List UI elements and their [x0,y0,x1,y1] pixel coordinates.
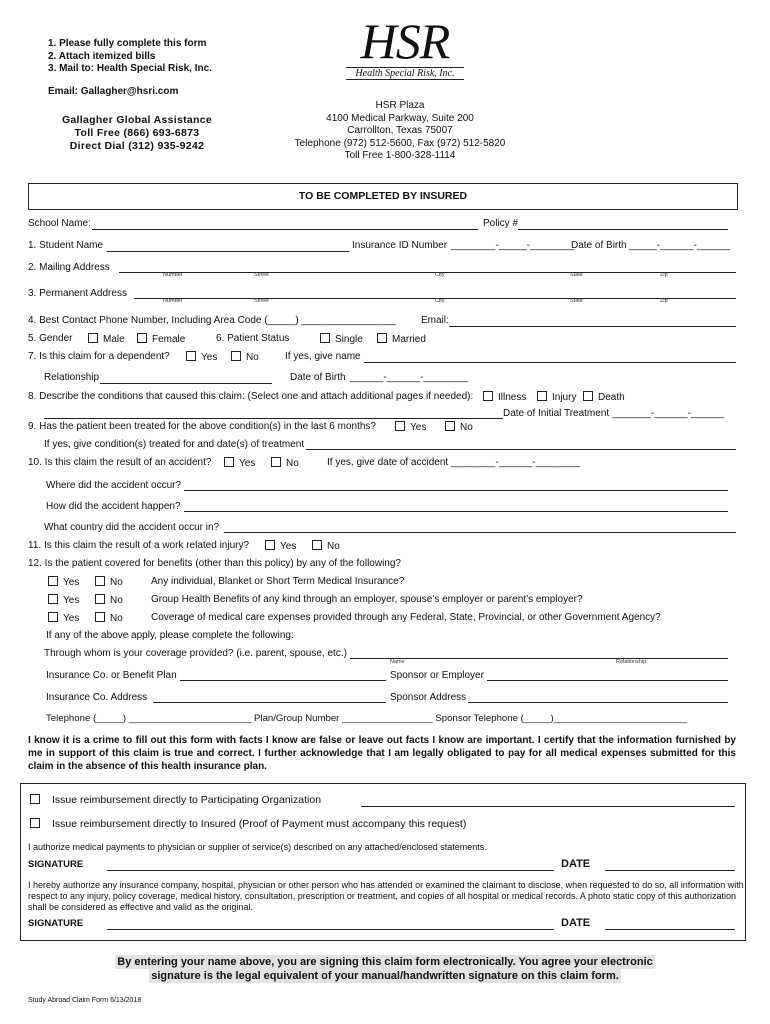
q9b-field[interactable] [306,449,736,450]
through-label: Through whom is your coverage provided? (i.e. parent, spouse, etc.) [44,648,347,659]
date1-label: DATE [561,858,591,870]
insurance-id-field[interactable]: ________-_____-________ [451,240,575,251]
esign-line-2: signature is the legal equivalent of your manual/handwritten signature on this claim form. [151,970,619,982]
q6-label: 6. Patient Status [216,333,290,344]
policy-label: Policy # [483,218,519,229]
dependent-name-field[interactable] [364,362,736,363]
cov1-no-checkbox[interactable] [95,576,105,586]
cov1-no-text: No [110,577,123,588]
address-line-3: Carrollton, Texas 75007 [347,125,453,136]
injury-checkbox[interactable] [537,391,547,401]
signature2-label: SIGNATURE [28,918,84,929]
q9-yes-checkbox[interactable] [395,421,405,431]
dob-field[interactable]: _____-______-______ [629,240,731,251]
married-text: Married [392,334,426,345]
cov3-yes[interactable] [48,612,79,624]
q11-yes-text: Yes [280,541,297,552]
relationship-field[interactable] [100,383,272,384]
instructions [48,38,212,76]
injury-option[interactable] [537,391,576,403]
email-label: Email: [421,315,449,326]
q7-yes-checkbox[interactable] [186,351,196,361]
married-checkbox[interactable] [377,333,387,343]
addr2-city-lbl: City [435,298,445,304]
q10-label: 10. Is this claim the result of an accident? [28,457,212,468]
organization-field[interactable] [361,806,735,807]
addr-number-lbl: Number [163,272,183,278]
addr-state-lbl: State [570,272,583,278]
male-checkbox[interactable] [88,333,98,343]
address-line-2: 4100 Medical Parkway, Suite 200 [326,112,474,124]
reimb2-option[interactable] [30,818,466,830]
female-option[interactable] [137,333,185,345]
reimb1-option[interactable] [30,794,321,806]
death-option[interactable] [583,391,625,403]
cov1-yes-checkbox[interactable] [48,576,58,586]
q9-yes-text: Yes [410,422,427,433]
reimb1-checkbox[interactable] [30,794,40,804]
single-checkbox[interactable] [320,333,330,343]
where-label: Where did the accident occur? [46,480,182,491]
q8-label: 8. Describe the conditions that caused this claim: (Select one and attach additional pages if needed): [28,391,474,402]
q7-no-checkbox[interactable] [231,351,241,361]
q5-label: 5. Gender [28,333,73,344]
q7-no-text: No [246,352,259,363]
if-yes-name-label: If yes, give name [285,351,361,362]
cov1-no[interactable] [95,576,123,588]
q9-yes[interactable] [395,421,426,433]
cov3-yes-text: Yes [63,613,80,624]
addr-zip-lbl: Zip [660,272,668,278]
reimb2-checkbox[interactable] [30,818,40,828]
reimb2-text: Issue reimbursement directly to Insured (Proof of Payment must accompany this request) [52,818,467,830]
ins-addr-field[interactable] [153,702,386,703]
addr-city-lbl: City [435,272,445,278]
q10-yes-text: Yes [239,458,256,469]
school-name-label: School Name: [28,218,91,229]
instruction-1: 1. Please fully complete this form [48,38,207,49]
dependent-dob-label: Date of Birth [290,372,346,383]
illness-checkbox[interactable] [483,391,493,401]
country-label: What country did the accident occur in? [44,522,220,533]
insurance-id-label: Insurance ID Number [352,240,448,251]
sponsor-label: Sponsor or Employer [390,670,484,681]
q7-yes[interactable] [186,351,217,363]
cov3-label: Coverage of medical care expenses provided through any Federal, State, Provincial, or other Government Agency? [151,612,661,623]
hsr-address [270,100,530,163]
cov3-no-checkbox[interactable] [95,612,105,622]
date1-field[interactable] [605,870,735,871]
q9-no-text: No [460,422,473,433]
illness-option[interactable] [483,391,526,403]
how-label: How did the accident happen? [46,501,181,512]
sponsor-field[interactable] [487,680,728,681]
dob-label: Date of Birth [571,240,627,251]
date2-field[interactable] [605,929,735,930]
date2-label: DATE [561,917,591,929]
gga-title: Gallagher Global Assistance [61,114,213,126]
relationship-label: Relationship [44,372,100,383]
ins-co-field[interactable] [180,680,386,681]
cov2-label: Group Health Benefits of any kind through an employer, spouse’s employer or parent’s employer? [151,594,583,605]
q11-label: 11. Is this claim the result of a work related injury? [28,540,250,551]
cov2-no[interactable] [95,594,123,606]
school-name-field[interactable] [92,229,478,230]
section-title: TO BE COMPLETED BY INSURED [28,183,738,210]
q11-no[interactable] [312,540,340,552]
address-line-1: HSR Plaza [375,100,425,111]
through-name-lbl: Name [390,659,405,665]
q9-no-checkbox[interactable] [445,421,455,431]
gga-direct: Direct Dial (312) 935-9242 [69,140,205,152]
signature1-field[interactable] [107,870,554,871]
q11-yes[interactable] [265,540,296,552]
logo-main-text: HSR [360,13,450,69]
q10-no-text: No [286,458,299,469]
esign-line-1: By entering your name above, you are signing this claim form electronically. You agree your electronic [117,956,653,968]
signature1-label: SIGNATURE [28,859,84,870]
addr2-state-lbl: State [570,298,583,304]
cov3-yes-checkbox[interactable] [48,612,58,622]
q9b-label: If yes, give condition(s) treated for and date(s) of treatment [44,439,305,450]
addr2-number-lbl: Number [163,298,183,304]
male-text: Male [103,334,125,345]
q10-no[interactable] [271,457,299,469]
authorize1-text: I authorize medical payments to physician or supplier of service(s) described on any attached/enclosed statements. [28,842,487,852]
q10-yes-checkbox[interactable] [224,457,234,467]
hsr-logo [340,13,470,80]
cov1-label: Any individual, Blanket or Short Term Medical Insurance? [151,576,405,587]
q9-label: 9. Has the patient been treated for the above condition(s) in the last 6 months? [28,421,376,432]
addr2-street-lbl: Street [254,298,269,304]
death-checkbox[interactable] [583,391,593,401]
injury-text: Injury [552,392,577,403]
where-field[interactable] [184,490,728,491]
instruction-3: 3. Mail to: Health Special Risk, Inc. [48,63,212,74]
instruction-2: 2. Attach itemized bills [48,50,156,62]
single-text: Single [335,334,363,345]
q12-label: 12. Is the patient covered for benefits (other than this policy) by any of the following? [28,558,401,569]
gga-tollfree: Toll Free (866) 693-6873 [74,127,200,139]
q10-no-checkbox[interactable] [271,457,281,467]
address-line-4: Telephone (972) 512-5600, Fax (972) 512-5820 [294,137,506,149]
addr-street-lbl: Street [254,272,269,278]
how-field[interactable] [184,511,728,512]
dependent-dob-field[interactable]: ______-______-________ [350,372,468,383]
cov2-yes-checkbox[interactable] [48,594,58,604]
q3-label: 3. Permanent Address [28,288,127,299]
policy-field[interactable] [518,229,728,230]
cov1-yes[interactable] [48,576,79,588]
reimb1-text: Issue reimbursement directly to Participating Organization [52,794,322,806]
cov2-yes-text: Yes [63,595,80,606]
logo-sub-text: Health Special Risk, Inc. [346,67,464,80]
address-line-5: Toll Free 1-800-328-1114 [344,150,456,161]
male-option[interactable] [88,333,125,345]
accident-date-label: If yes, give date of accident [327,457,449,468]
cov3-no-text: No [110,613,123,624]
illness-text: Illness [498,392,527,403]
q7-label: 7. Is this claim for a dependent? [28,351,170,362]
cov1-yes-text: Yes [63,577,80,588]
q9-no[interactable] [445,421,473,433]
telephone-row[interactable]: Telephone (_____) _______________________ Plan/Group Number _________________ Sponsor Telephone (_____)_________________________ [46,713,688,724]
through-field[interactable] [350,658,728,659]
signature2-field[interactable] [107,929,554,930]
header-email: Email: Gallagher@hsri.com [48,86,179,97]
cov2-no-checkbox[interactable] [95,594,105,604]
email-field[interactable] [449,326,736,327]
student-name-field[interactable] [107,251,349,252]
cov2-yes[interactable] [48,594,79,606]
q7-yes-text: Yes [201,352,218,363]
sponsor-addr-label: Sponsor Address [390,692,467,703]
single-option[interactable] [320,333,363,345]
sponsor-addr-field[interactable] [468,702,728,703]
q11-no-text: No [327,541,340,552]
q10-yes[interactable] [224,457,255,469]
ins-co-label: Insurance Co. or Benefit Plan [46,670,177,681]
conditions-field[interactable] [44,418,503,419]
q7-no[interactable] [231,351,259,363]
date-initial-field[interactable]: _______-______-______ [612,408,725,419]
certification-text: I know it is a crime to fill out this form with facts I know are false or leave out facts I know are important. I certify that the information furnished by me in support of this claim is true and correct. I further acknowledge that I am legally obligated to pay for all medical expenses submitted for this claim in the absence of this health insurance plan. [28,735,736,772]
q4-label: 4. Best Contact Phone Number, Including Area Code (_____) _________________ [28,315,397,326]
if-any-label: If any of the above apply, please complete the following: [46,630,294,641]
married-option[interactable] [377,333,426,345]
death-text: Death [598,392,625,403]
q2-label: 2. Mailing Address [28,262,110,273]
addr2-zip-lbl: Zip [660,298,668,304]
female-checkbox[interactable] [137,333,147,343]
cov2-no-text: No [110,595,123,606]
q1-label: 1. Student Name [28,240,104,251]
footer-form-id: Study Abroad Claim Form 6/13/2018 [28,997,142,1004]
gallagher-block [52,114,222,153]
female-text: Female [152,334,186,345]
authorize2-text: I hereby authorize any insurance company, hospital, physician or other person who has attended or examined the claimant to disclose, when requested to do so, all information with respect to any injury, policy coverage, medical history, consultation, prescription or treatment, and copies of all hospital or medical records. A photo static copy of this authorization shall be considered as effective and valid as the original. [28,880,744,912]
esign-notice [100,955,670,983]
q11-no-checkbox[interactable] [312,540,322,550]
ins-addr-label: Insurance Co. Address [46,692,148,703]
cov3-no[interactable] [95,612,123,624]
date-initial-label: Date of Initial Treatment [503,408,610,419]
mailing-address-field[interactable] [119,272,736,273]
q11-yes-checkbox[interactable] [265,540,275,550]
country-field[interactable] [224,532,736,533]
accident-date-field[interactable]: ________-______-________ [451,457,581,468]
through-rel-lbl: Relationship [616,659,647,665]
